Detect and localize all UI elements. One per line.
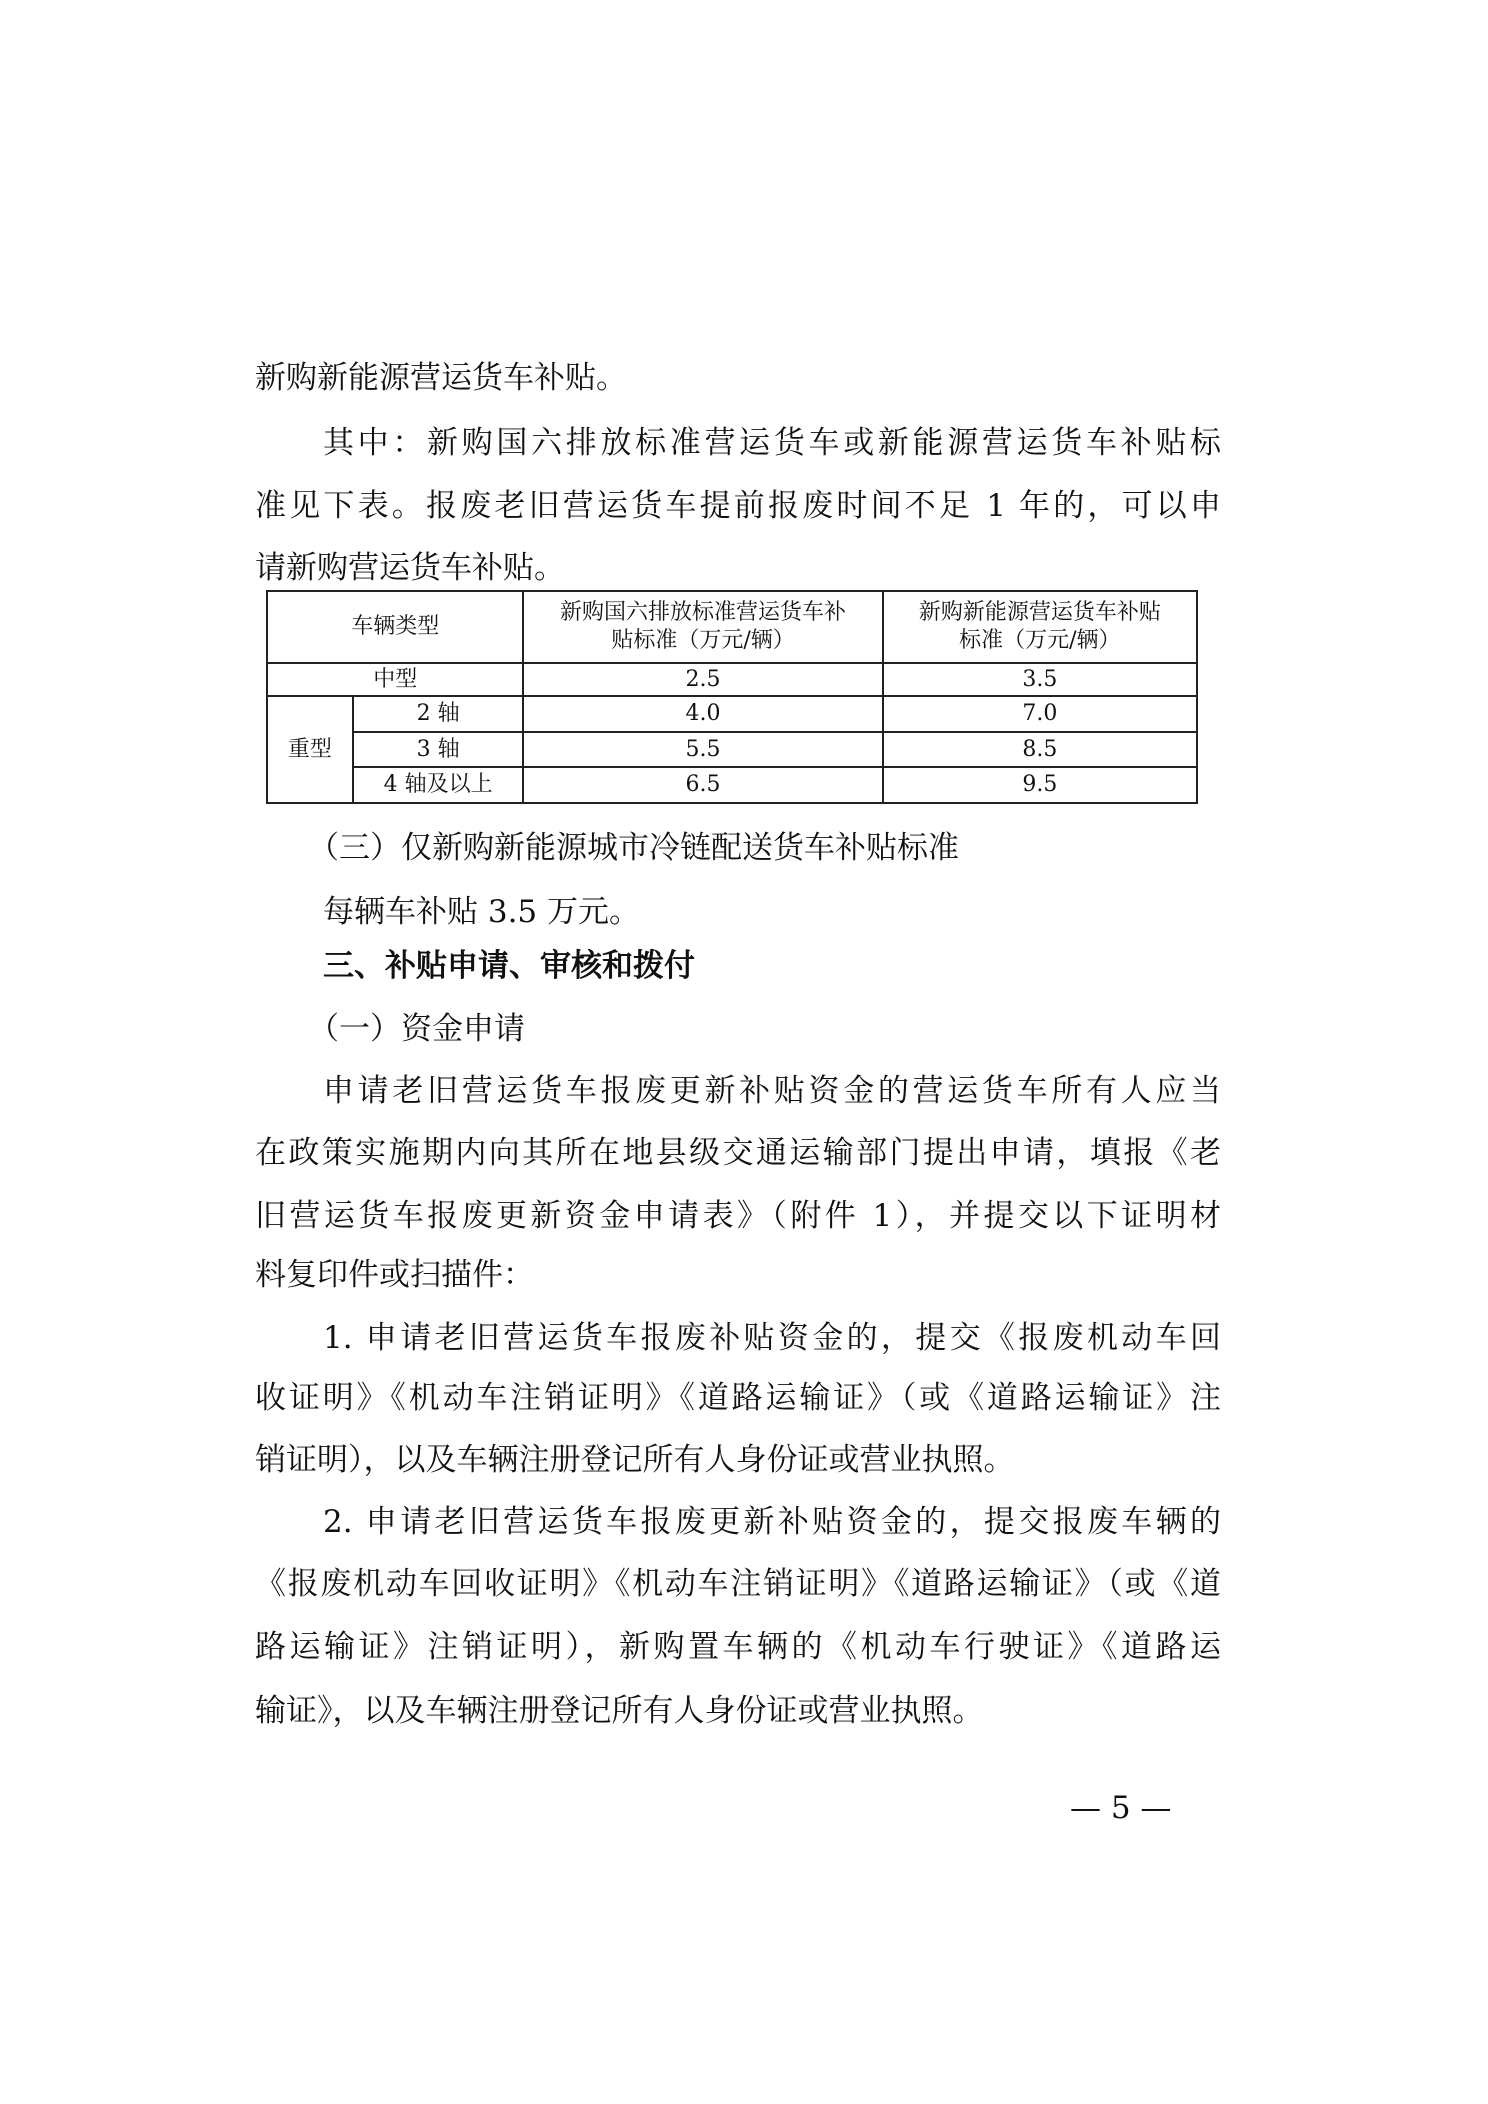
- paragraph-line: 准见下表。报废老旧营运货车提前报废时间不足 1 年的，可以申: [255, 488, 1221, 524]
- row-group-label: 重型: [267, 696, 353, 803]
- cell-value: 3.5: [883, 663, 1197, 696]
- cell-value: 7.0: [883, 696, 1197, 732]
- cell-value: 5.5: [523, 732, 882, 767]
- row-label: 中型: [267, 663, 523, 696]
- table-row: [267, 696, 1197, 732]
- row-label: 2 轴: [353, 696, 524, 732]
- header-vehicle-type: 车辆类型: [267, 591, 523, 663]
- table-row: [267, 732, 1197, 767]
- table-row: [267, 663, 1197, 696]
- paragraph-line: 旧营运货车报废更新资金申请表》（附件 1），并提交以下证明材: [255, 1198, 1221, 1234]
- row-label: 3 轴: [353, 732, 524, 767]
- page-number: — 5 —: [1070, 1790, 1172, 1826]
- paragraph-line: 料复印件或扫描件：: [255, 1257, 534, 1293]
- paragraph-line: 输证》，以及车辆注册登记所有人身份证或营业执照。: [255, 1693, 984, 1729]
- paragraph-line: 2. 申请老旧营运货车报废更新补贴资金的，提交报废车辆的: [323, 1504, 1221, 1540]
- table-header-row: [267, 591, 1197, 663]
- header-guo6-subsidy: 新购国六排放标准营运货车补 贴标准（万元/辆）: [523, 591, 882, 663]
- subsidy-table: [266, 590, 1198, 804]
- cell-value: 8.5: [883, 732, 1197, 767]
- paragraph-line: 销证明），以及车辆注册登记所有人身份证或营业执照。: [255, 1442, 1015, 1478]
- cell-value: 9.5: [883, 767, 1197, 803]
- cell-value: 4.0: [523, 696, 882, 732]
- subsection-title: （三）仅新购新能源城市冷链配送货车补贴标准: [308, 830, 959, 866]
- paragraph-line: 申请老旧营运货车报废更新补贴资金的营运货车所有人应当: [323, 1073, 1221, 1109]
- table-row: [267, 767, 1197, 803]
- paragraph-line: 每辆车补贴 3.5 万元。: [323, 894, 641, 930]
- subsection-title: （一）资金申请: [308, 1011, 525, 1047]
- header-new-energy-subsidy: 新购新能源营运货车补贴 标准（万元/辆）: [883, 591, 1197, 663]
- paragraph-line: 其中：新购国六排放标准营运货车或新能源营运货车补贴标: [323, 425, 1221, 461]
- paragraph-line: 《报废机动车回收证明》《机动车注销证明》《道路运输证》（或《道: [255, 1566, 1221, 1602]
- paragraph-line: 路运输证》注销证明），新购置车辆的《机动车行驶证》《道路运: [255, 1629, 1221, 1665]
- cell-value: 2.5: [523, 663, 882, 696]
- section-heading: 三、补贴申请、审核和拨付: [323, 948, 695, 984]
- cell-value: 6.5: [523, 767, 882, 803]
- paragraph-line: 在政策实施期内向其所在地县级交通运输部门提出申请，填报《老: [255, 1135, 1221, 1171]
- paragraph-line: 1. 申请老旧营运货车报废补贴资金的，提交《报废机动车回: [323, 1320, 1221, 1356]
- paragraph-line: 收证明》《机动车注销证明》《道路运输证》（或《道路运输证》注: [255, 1380, 1221, 1416]
- paragraph-line: 新购新能源营运货车补贴。: [255, 360, 627, 396]
- row-label: 4 轴及以上: [353, 767, 524, 803]
- paragraph-line: 请新购营运货车补贴。: [255, 550, 565, 586]
